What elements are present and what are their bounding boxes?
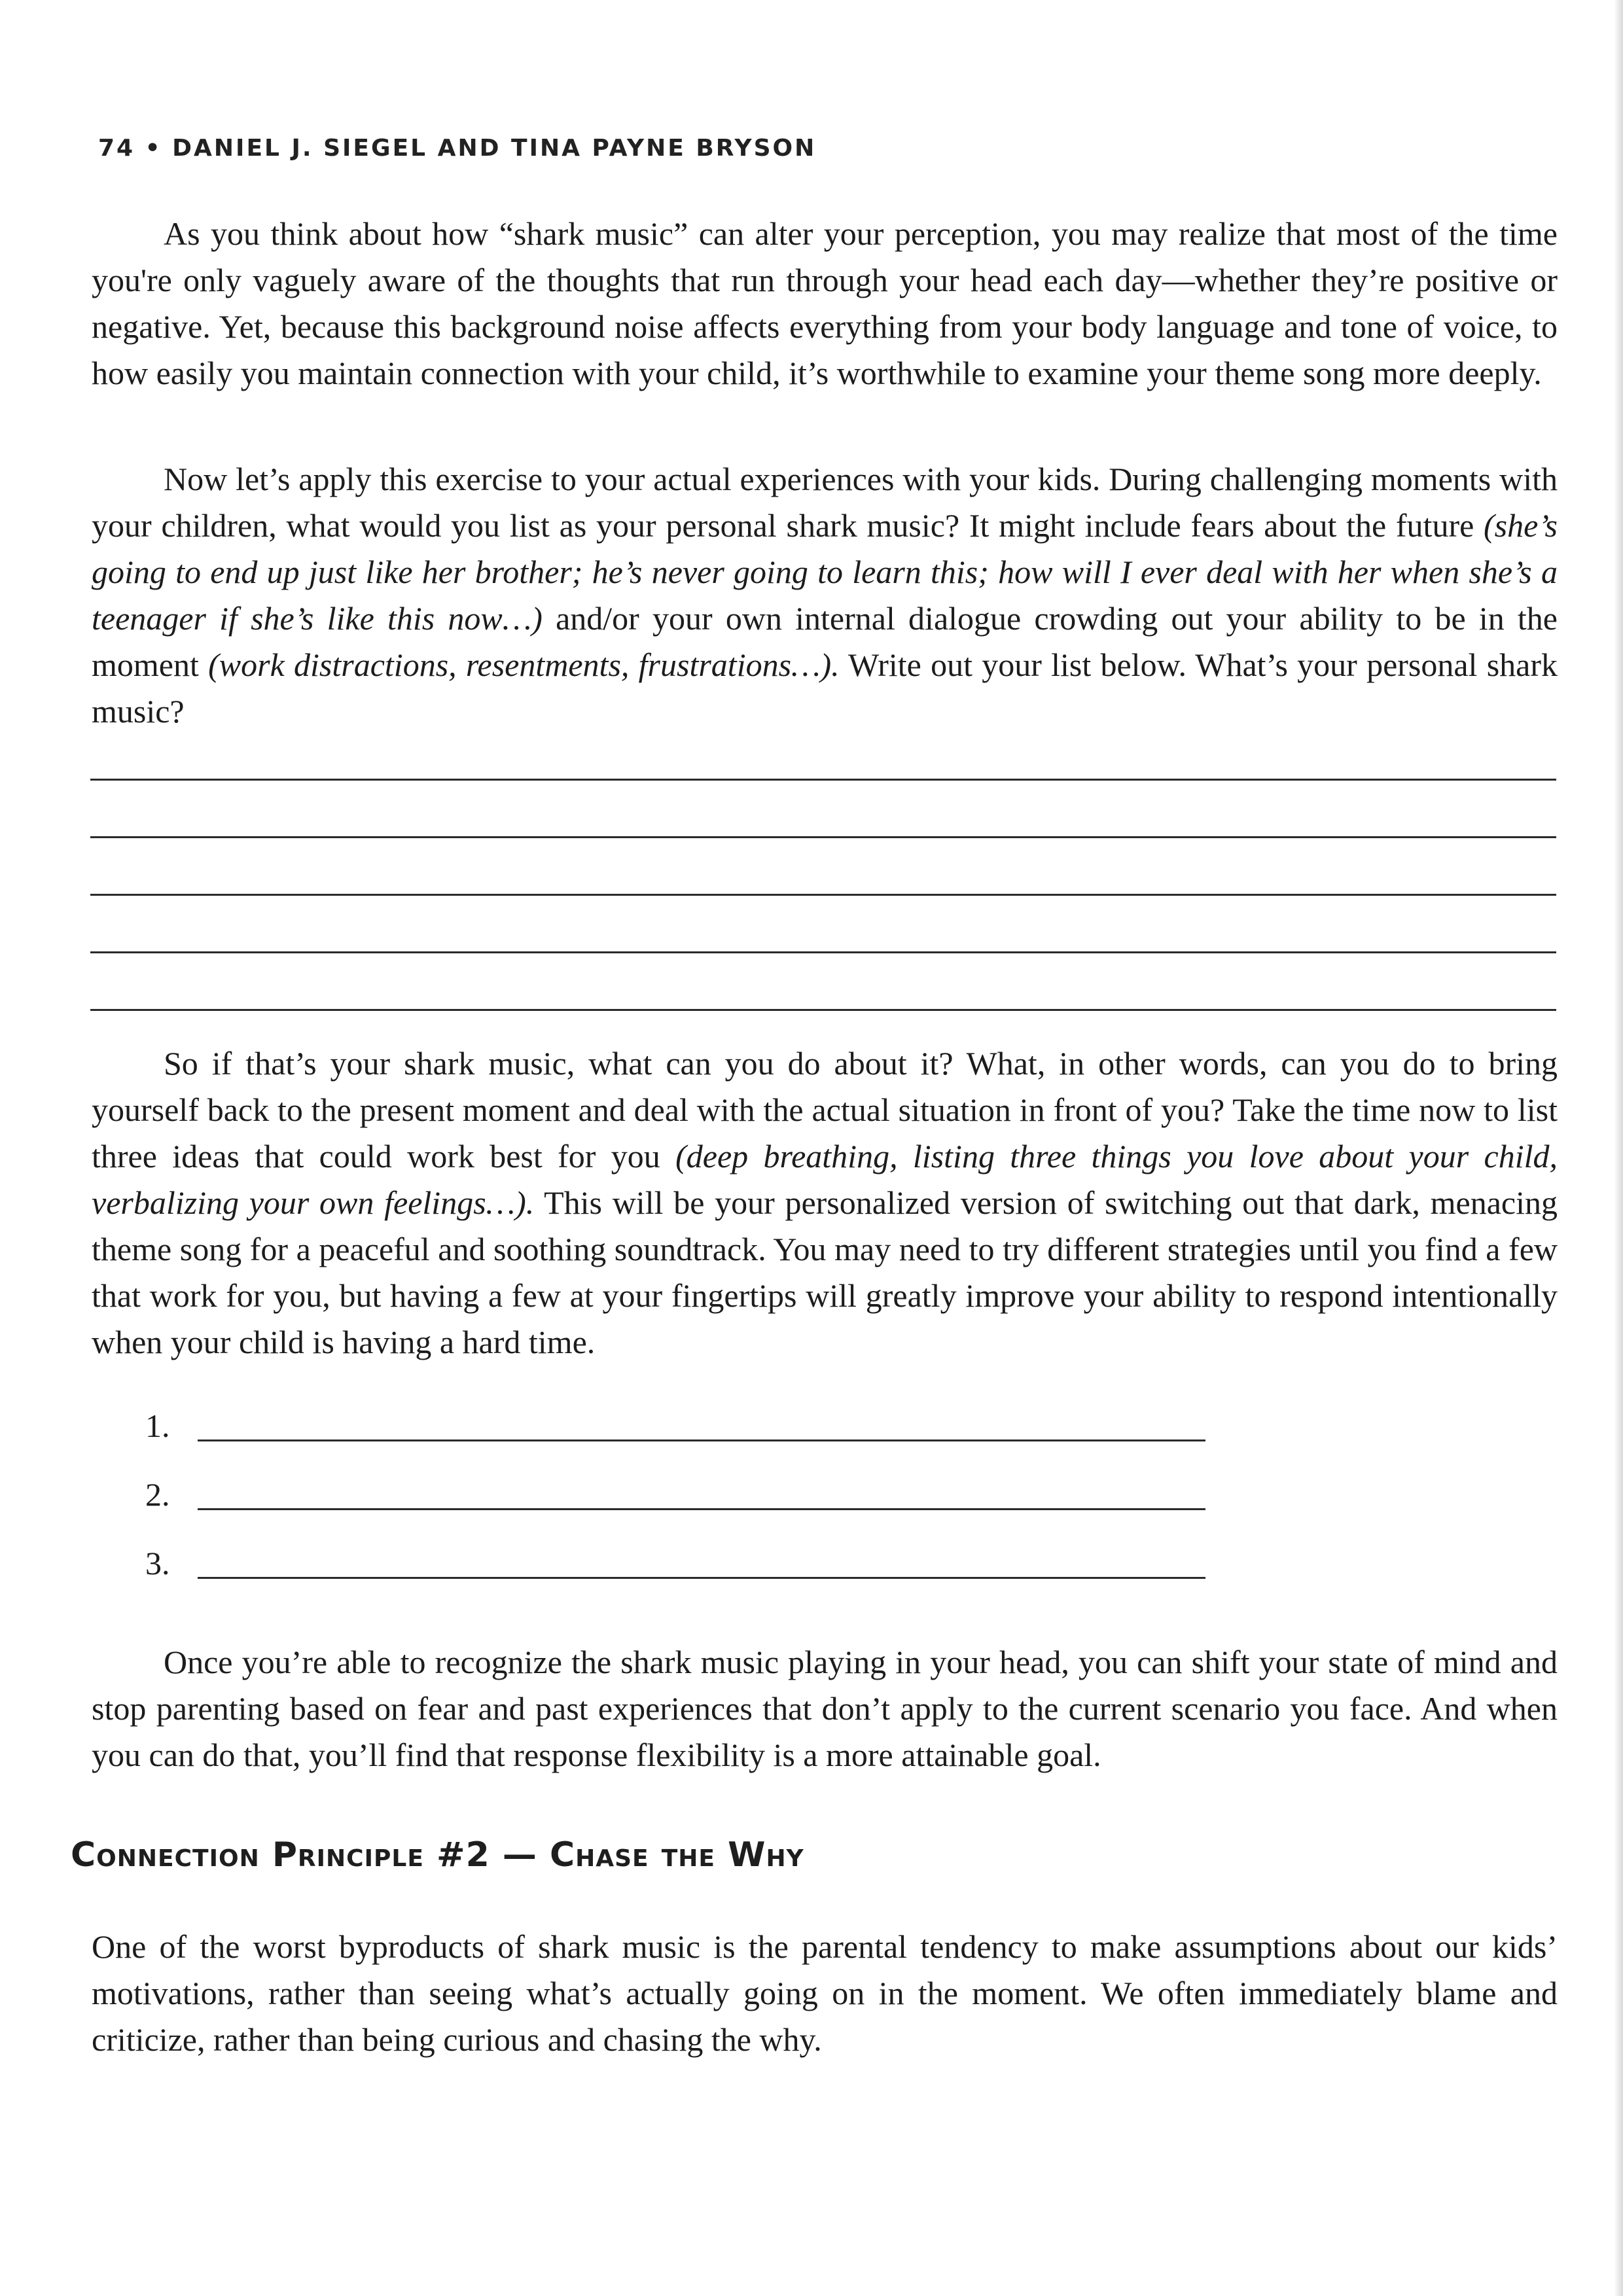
writing-line[interactable] <box>90 836 1556 838</box>
paragraph-shark-music-perception: As you think about how “shark music” can alter your perception, you may realize that most of the time you're only vaguely aware of the thoughts that run through your head each day—whether they’re positive or negative. Yet, because this background noise affects everything from your body language and tone of voice, to how easily you maintain connection with your child, it’s worthwhile to examine your theme song more deeply. <box>92 215 1558 391</box>
paragraph-chase-the-why: One of the worst byproducts of shark music is the parental tendency to make assumptions about our kids’ motivations, rather than seeing what’s actually going on in the moment. We often immediately blame and criticize, rather than being curious and chasing the why. <box>92 1928 1558 2058</box>
list-number: 3. <box>145 1545 170 1581</box>
answer-line[interactable] <box>198 1577 1205 1579</box>
paragraph-text: So if that’s your shark music, what can you do about it? What, in other words, can you do to bring yourself back to the present moment and deal with the actual situation in front of you? Take the time now to list three ideas that could work best for you <box>92 1045 1558 1174</box>
paragraph-apply-exercise <box>92 456 1558 735</box>
paragraph-what-can-you-do <box>92 1040 1558 1366</box>
section-heading: Connection Principle #2 — Chase the Why <box>71 1835 804 1875</box>
writing-line[interactable] <box>90 951 1556 953</box>
paragraph-text: Now let’s apply this exercise to your actual experiences with your kids. During challenging moments with your children, what would you list as your personal shark music? It might include fears about the future <box>92 461 1558 544</box>
page-edge-shadow <box>1614 0 1623 2296</box>
paragraph-text: Write out your list below. What’s your personal shark music? <box>92 646 1558 730</box>
answer-line[interactable] <box>198 1439 1205 1441</box>
paragraph-recognize-shark-music: Once you’re able to recognize the shark music playing in your head, you can shift your state of mind and stop parenting based on fear and past experiences that don’t apply to the current scenario you face. And when you can do that, you’ll find that response flexibility is a more attainable goal. <box>92 1644 1558 1773</box>
italic-example-ideas: (deep breathing, listing three things you love about your child, verbalizing your own feelings…). <box>92 1138 1558 1221</box>
numbered-answer-row <box>145 1475 1205 1521</box>
numbered-answer-row <box>145 1407 1205 1453</box>
writing-line[interactable] <box>90 1009 1556 1011</box>
italic-example-distractions: (work distractions, resentments, frustrations…). <box>208 646 840 683</box>
answer-line[interactable] <box>198 1508 1205 1510</box>
running-head: 74 • DANIEL J. SIEGEL AND TINA PAYNE BRYSON <box>98 135 817 162</box>
italic-example-fears: (she’s going to end up just like her brother; he’s never going to learn this; how will I ever deal with her when she’s a teenager if she’s like this now…) <box>92 507 1558 637</box>
list-number: 2. <box>145 1476 170 1513</box>
numbered-answer-row <box>145 1544 1205 1590</box>
writing-line[interactable] <box>90 894 1556 896</box>
writing-line[interactable] <box>90 779 1556 781</box>
paragraph-text: and/or your own internal dialogue crowding out your ability to be in the moment <box>92 600 1558 683</box>
paragraph-text: This will be your personalized version of switching out that dark, menacing theme song for a peaceful and soothing soundtrack. You may need to try different strategies until you find a few that work for you, but having a few at your fingertips will greatly improve your ability to respond intentionally when your child is having a hard time. <box>92 1184 1558 1360</box>
list-number: 1. <box>145 1407 170 1444</box>
